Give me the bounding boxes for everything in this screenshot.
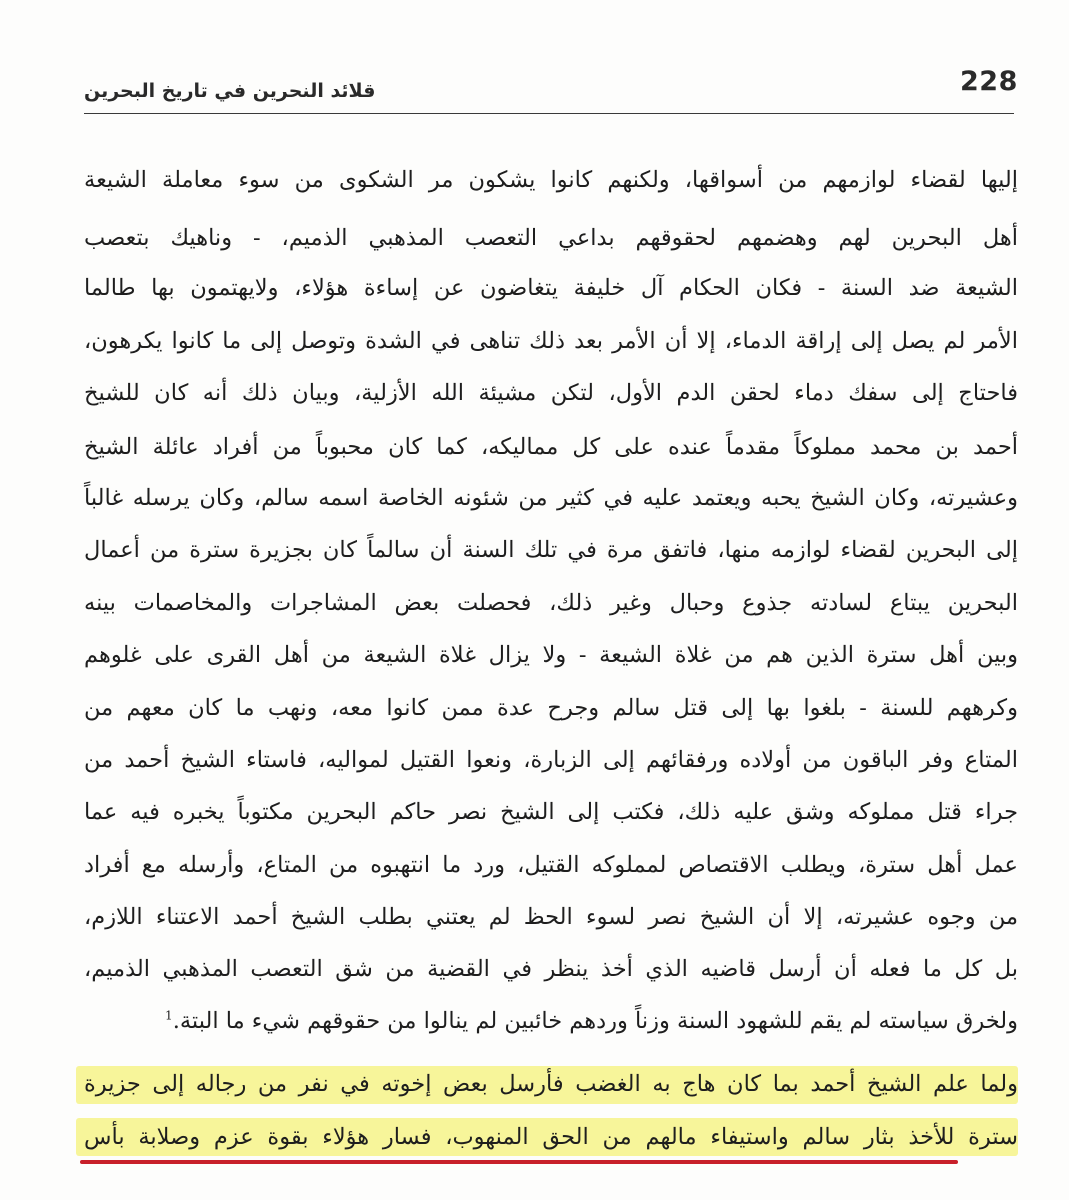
highlighted-line: ولما علم الشيخ أحمد بما كان هاج به الغضب فأرسل بعض إخوته في نفر من رجاله إلى جزيرة (84, 1071, 1018, 1097)
highlighted-line: سترة للأخذ بثار سالم واستيفاء مالهم من الحق المنهوب، فسار هؤلاء بقوة عزم وصلابة بأس (84, 1124, 1018, 1150)
text-line: وعشيرته، وكان الشيخ يحبه ويعتمد عليه في كثير من شئونه الخاصة اسمه سالم، وكان يرسله غالباً (84, 485, 1018, 511)
text-line: الأمر لم يصل إلى إراقة الدماء، إلا أن الأمر بعد ذلك تناهى في الشدة وتوصل إلى ما كانوا يكرهون، (84, 328, 1018, 354)
text-line: الشيعة ضد السنة - فكان الحكام آل خليفة يتغاضون عن إساءة هؤلاء، ولايهتمون بها طالما (84, 275, 1018, 301)
text-line: من وجوه عشيرته، إلا أن الشيخ نصر لسوء الحظ لم يعتني بطلب الشيخ أحمد الاعتناء اللازم، (84, 904, 1018, 930)
text-line: بل كل ما فعله أن أرسل قاضيه الذي أخذ ينظر في القضية من شق التعصب المذهبي الذميم، (84, 956, 1018, 982)
footnote-marker: 1 (165, 1008, 173, 1023)
text-line: المتاع وفر الباقون من أولاده ورفقائهم إلى الزبارة، ونعوا القتيل لمواليه، فاستاء الشيخ أحمد من (84, 747, 1018, 773)
running-title: قلائد النحرين في تاريخ البحرين (84, 80, 376, 102)
red-underline-mark (80, 1160, 958, 1164)
text-line: إليها لقضاء لوازمهم من أسواقها، ولكنهم كانوا يشكون مر الشكوى من سوء معاملة الشيعة (84, 167, 1018, 193)
text-line: عمل أهل سترة، ويطلب الاقتصاص لمملوكه القتيل، ورد ما انتهبوه من المتاع، وأرسله مع أفراد (84, 852, 1018, 878)
text-line: أهل البحرين لهم وهضمهم لحقوقهم بداعي التعصب المذهبي الذميم، - وناهيك بتعصب (84, 225, 1018, 251)
text-line: جراء قتل مملوكه وشق عليه ذلك، فكتب إلى الشيخ نصر حاكم البحرين مكتوباً يخبره فيه عما (84, 799, 1018, 825)
text-line: فاحتاج إلى سفك دماء لحقن الدم الأول، لتكن مشيئة الله الأزلية، وبيان ذلك أنه كان للشيخ (84, 380, 1018, 406)
text-line-last (98, 1006, 1018, 1036)
text-line: أحمد بن محمد مملوكاً مقدماً عنده على كل مماليكه، كما كان محبوباً من أفراد عائلة الشيخ (84, 434, 1018, 460)
text-line: البحرين يبتاع لسادته جذوع وحبال وغير ذلك، فحصلت بعض المشاجرات والمخاصمات بينه (84, 590, 1018, 616)
text-line: وكرههم للسنة - بلغوا بها إلى قتل سالم وجرح عدة ممن كانوا معه، ونهب ما كان معهم من (84, 695, 1018, 721)
text-line-content: ولخرق سياسته لم يقم للشهود السنة وزناً وردهم خائبين لم ينالوا من حقوقهم شيء ما البتة. (172, 1008, 1018, 1034)
text-line: إلى البحرين لقضاء لوازمه منها، فاتفق مرة في تلك السنة أن سالماً كان بجزيرة سترة من أعمال (84, 537, 1018, 563)
text-line: وبين أهل سترة الذين هم من غلاة الشيعة - ولا يزال غلاة الشيعة من أهل القرى على غلوهم (84, 642, 1018, 668)
page-number: 228 (960, 66, 1018, 97)
header-rule (84, 113, 1014, 114)
